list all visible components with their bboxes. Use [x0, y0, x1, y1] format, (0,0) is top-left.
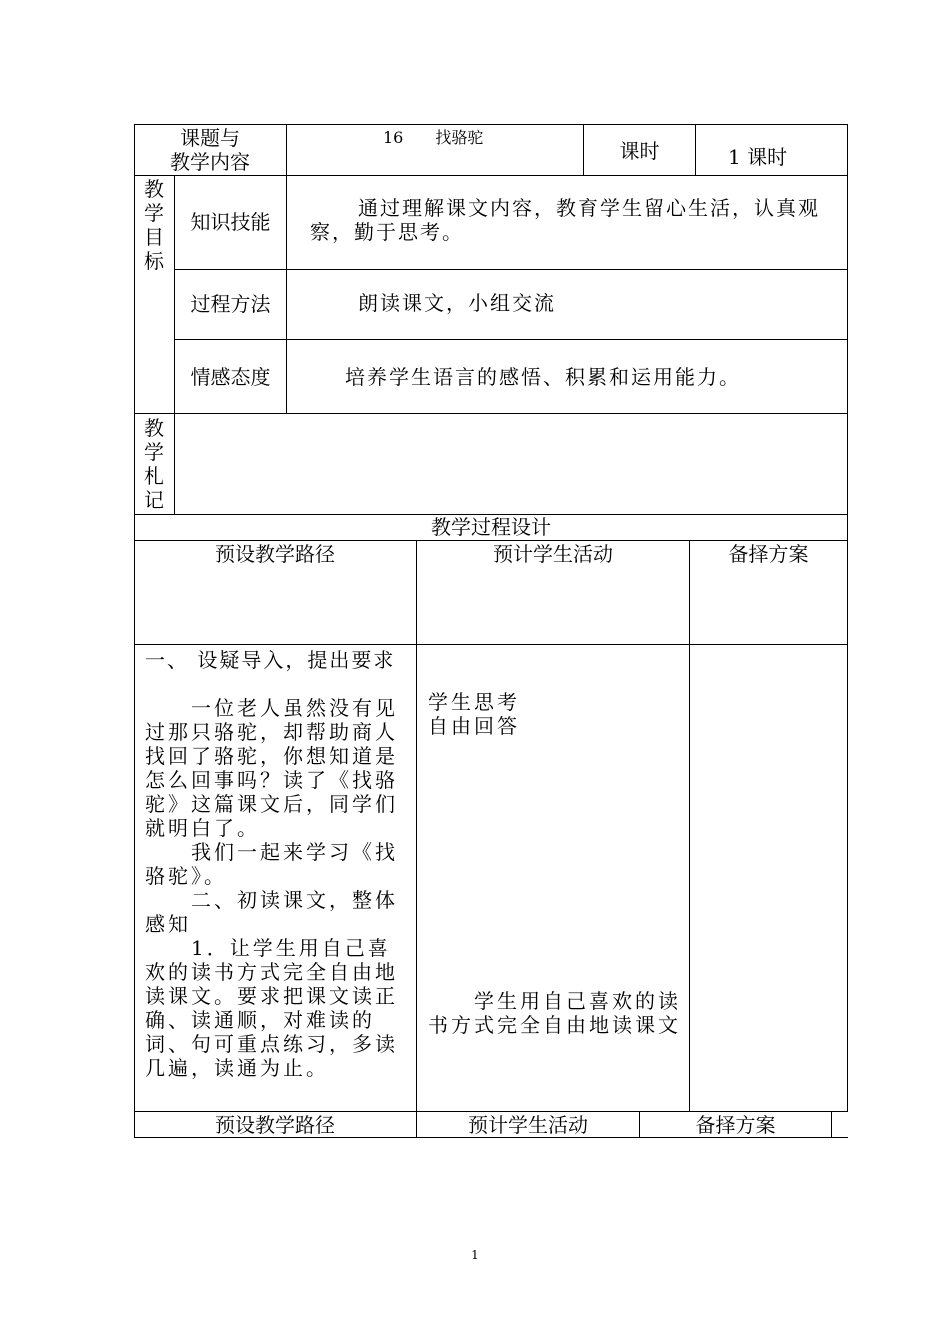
column-divider-student-alt	[689, 540, 690, 1112]
column-divider-period-value	[695, 124, 696, 176]
row-divider-goals-end	[134, 413, 848, 414]
path-spacer	[145, 672, 411, 696]
alt-plan-content	[694, 648, 844, 1108]
path-content	[145, 648, 411, 1080]
process-design-title: 教学过程设计	[431, 515, 551, 539]
student-activity-1	[428, 690, 520, 738]
row-divider-design-title	[134, 540, 848, 541]
column-header-student: 预计学生活动	[493, 542, 613, 566]
knowledge-text-content: 通过理解课文内容，教育学生留心生活，认真观察，勤于思考。	[310, 196, 820, 244]
topic-label-line2: 教学内容	[170, 150, 250, 174]
period-value: 1 课时	[728, 145, 788, 169]
path-step-1-heading: 一、 设疑导入，提出要求	[145, 648, 396, 672]
path-learn-paragraph: 我们一起来学习《找骆驼》。	[145, 840, 398, 888]
period-label: 课时	[619, 139, 660, 163]
row-divider-column-header	[134, 644, 848, 645]
row-divider-process	[174, 339, 848, 340]
topic-value: 16 找骆驼	[383, 128, 484, 147]
notes-section-label: 教学札记	[144, 416, 164, 512]
topic-label-line1: 课题与	[180, 126, 240, 150]
path-read-instruction: 1．让学生用自己喜欢的读书方式完全自由地读课文。要求把课文读正确、读通顺，对难读的词、句可重点练习，多读几遍，读通为止。	[145, 936, 398, 1080]
table-border-right-upper	[847, 124, 848, 1112]
path-step-2-heading: 二、初读课文，整体感知	[145, 888, 398, 936]
student-activity-1-line2: 自由回答	[428, 714, 520, 738]
process-text: 朗读课文，小组交流	[358, 291, 556, 315]
column-header-path: 预设教学路径	[215, 542, 335, 566]
notes-content[interactable]	[180, 420, 840, 510]
emotion-label: 情感态度	[190, 365, 271, 389]
student-activity-2: 学生用自己喜欢的读书方式完全自由地读课文	[428, 989, 681, 1037]
footer-column-header-student: 预计学生活动	[468, 1113, 588, 1137]
knowledge-label: 知识技能	[190, 210, 271, 234]
path-intro-paragraph: 一位老人虽然没有见过那只骆驼，却帮助商人找回了骆驼，你想知道是怎么回事吗？读了《找骆驼》这篇课文后，同学们就明白了。	[145, 696, 398, 840]
column-divider-path-student	[416, 540, 417, 1138]
student-activity-1-line1: 学生思考	[428, 690, 520, 714]
column-divider-topic	[286, 124, 287, 414]
row-divider-header	[134, 175, 848, 176]
row-divider-knowledge	[174, 269, 848, 270]
page-number: 1	[471, 1248, 479, 1262]
table-border-top	[134, 124, 848, 125]
table-border-bottom	[134, 1137, 848, 1138]
process-label: 过程方法	[190, 292, 271, 316]
table-border-left	[134, 124, 135, 1138]
column-header-alt: 备择方案	[728, 542, 809, 566]
knowledge-text	[310, 196, 842, 244]
footer-column-header-alt: 备择方案	[695, 1113, 776, 1137]
topic-label	[134, 126, 286, 174]
goals-section-label: 教学目标	[144, 177, 164, 273]
emotion-text: 培养学生语言的感悟、积累和运用能力。	[345, 365, 741, 389]
row-divider-content-end	[134, 1111, 848, 1112]
footer-column-header-path: 预设教学路径	[215, 1113, 335, 1137]
footer-divider-end	[831, 1111, 832, 1138]
